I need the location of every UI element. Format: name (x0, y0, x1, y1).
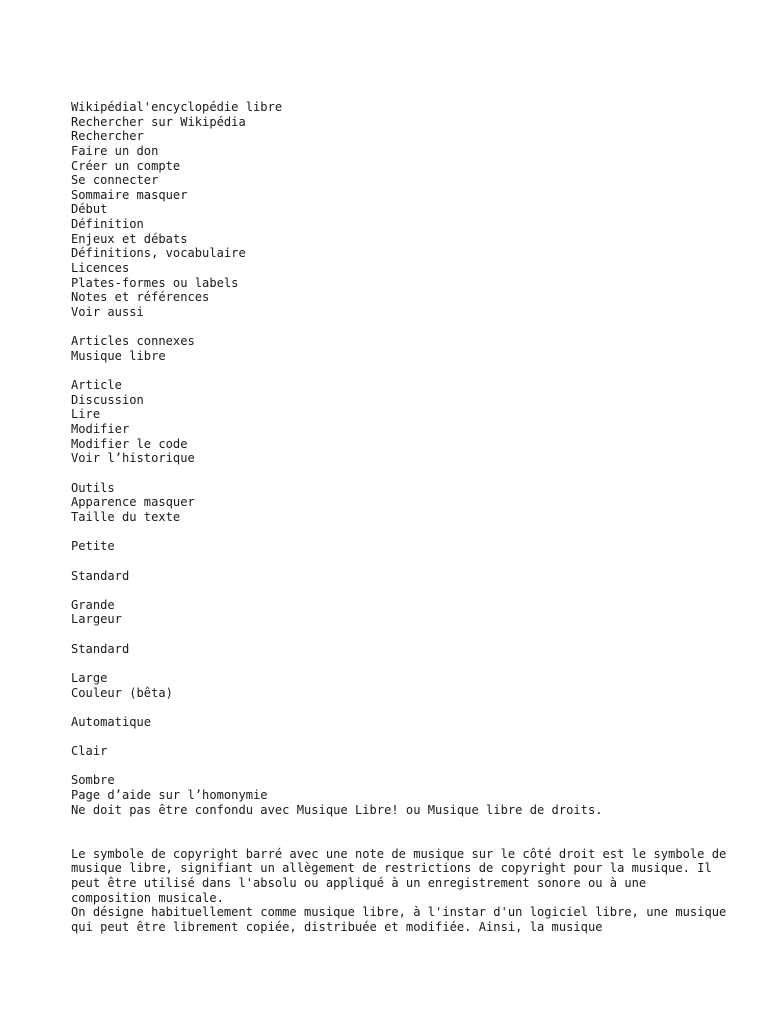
image-caption: Le symbole de copyright barré avec une note de musique sur le côté droit est le symbole de musique libre, signifiant un allègement de restrictions de copyright pour la musique. Il peut être utilisé dans l'absolu ou appliqué à un enregistrement sonore ou à une composition musicale. (71, 846, 727, 905)
toc-item[interactable]: Définition (71, 217, 144, 232)
site-tagline: l'encyclopédie libre (136, 100, 283, 114)
spacer (71, 583, 731, 598)
spacer (71, 817, 731, 846)
toc-item[interactable]: Licences (71, 261, 130, 276)
toc-item[interactable]: Enjeux et débats (71, 231, 188, 246)
spacer (71, 627, 731, 642)
page-title: Musique libre (71, 348, 166, 363)
toc-item[interactable]: Définitions, vocabulaire (71, 246, 246, 261)
toc-item[interactable]: Plates-formes ou labels (71, 275, 239, 290)
spacer (71, 466, 731, 481)
site-name[interactable]: Wikipédia (71, 100, 137, 114)
text-size-standard-option[interactable]: Standard (71, 568, 130, 583)
page-content (71, 100, 731, 935)
tab-edit[interactable]: Modifier (71, 422, 130, 437)
color-auto-option[interactable]: Automatique (71, 714, 152, 729)
toc-item[interactable]: Voir aussi (71, 304, 144, 319)
donate-link[interactable]: Faire un don (71, 143, 159, 158)
spacer (71, 759, 731, 774)
toc-related-articles[interactable]: Articles connexes (71, 334, 195, 349)
toc-item[interactable]: Notes et références (71, 290, 210, 305)
spacer (71, 730, 731, 745)
color-heading: Couleur (bêta) (71, 685, 173, 700)
spacer (71, 700, 731, 715)
text-size-heading: Taille du texte (71, 509, 181, 524)
article-intro: On désigne habituellement comme musique libre, à l'instar d'un logiciel libre, une musique qui peut être librement copiée, distribuée et modifiée. Ainsi, la musique (71, 905, 727, 934)
spacer (71, 364, 731, 379)
create-account-link[interactable]: Créer un compte (71, 158, 181, 173)
width-large-option[interactable]: Large (71, 670, 108, 685)
spacer (71, 320, 731, 335)
tab-history[interactable]: Voir l’historique (71, 451, 195, 466)
width-standard-option[interactable]: Standard (71, 641, 130, 656)
tools-menu[interactable]: Outils (71, 480, 115, 495)
text-size-large-option[interactable]: Grande (71, 597, 115, 612)
spacer (71, 554, 731, 569)
appearance-toggle[interactable]: Apparence masquer (71, 495, 195, 510)
site-logo[interactable] (71, 100, 731, 115)
toc-title[interactable]: Sommaire masquer (71, 187, 188, 202)
tab-edit-source[interactable]: Modifier le code (71, 436, 188, 451)
disambiguation-help-link[interactable]: Page d’aide sur l’homonymie (71, 788, 268, 803)
color-dark-option[interactable]: Sombre (71, 773, 115, 788)
login-link[interactable]: Se connecter (71, 173, 159, 188)
text-size-small-option[interactable]: Petite (71, 539, 115, 554)
toc-item[interactable]: Début (71, 202, 108, 217)
spacer (71, 656, 731, 671)
tab-read[interactable]: Lire (71, 407, 101, 422)
search-button[interactable]: Rechercher (71, 129, 144, 144)
spacer (71, 525, 731, 540)
tab-discussion[interactable]: Discussion (71, 392, 144, 407)
hatnote: Ne doit pas être confondu avec Musique Libre! ou Musique libre de droits. (71, 802, 603, 817)
width-heading: Largeur (71, 612, 122, 627)
color-light-option[interactable]: Clair (71, 744, 108, 759)
search-label[interactable]: Rechercher sur Wikipédia (71, 114, 246, 129)
tab-article[interactable]: Article (71, 378, 122, 393)
